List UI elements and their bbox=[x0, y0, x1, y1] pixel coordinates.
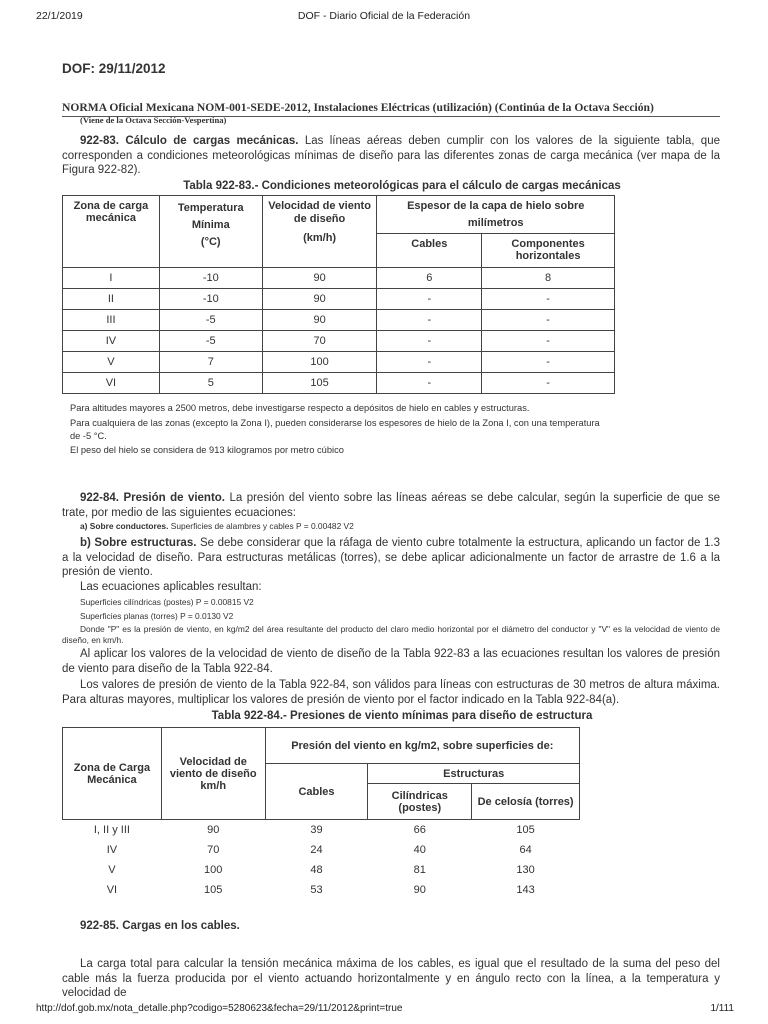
table-row: III -5 90 - - bbox=[63, 310, 615, 331]
section-85-heading: 922-85. Cargas en los cables. bbox=[80, 920, 240, 932]
table-83-note-1: Para altitudes mayores a 2500 metros, debe investigarse respecto a depósitos de hielo en cables y estructuras. bbox=[70, 403, 530, 413]
equation-flat: Superficies planas (torres) P = 0.0130 V2 bbox=[80, 611, 234, 621]
section-84-body: La presión del viento sobre las líneas aéreas se debe calcular, según la superficie de que se trate, por medio de las siguientes ecuaciones: bbox=[62, 492, 720, 519]
th-componentes: Componentes horizontales bbox=[482, 234, 615, 268]
print-title: DOF - Diario Oficial de la Federación bbox=[297, 10, 471, 22]
dof-date: DOF: 29/11/2012 bbox=[62, 61, 166, 76]
height-validity-paragraph: Los valores de presión de viento de la Tabla 922-84, son válidos para líneas con estructuras de 30 metros de altura máxima. Para alturas mayores, multiplicar los valores de presión de viento por el factor indicado en la Tabla 922-84(a). bbox=[62, 679, 720, 706]
table-row: V 7 100 - - bbox=[63, 352, 615, 373]
table-row: II -10 90 - - bbox=[63, 289, 615, 310]
th-temperatura: Temperatura Mínima (°C) bbox=[159, 196, 262, 268]
section-83-heading: 922-83. Cálculo de cargas mecánicas. bbox=[80, 135, 299, 147]
th-zona-carga: Zona de Carga Mecánica bbox=[63, 728, 162, 820]
th-cables: Cables bbox=[377, 234, 482, 268]
table-row: IV -5 70 - - bbox=[63, 331, 615, 352]
print-url: http://dof.gob.mx/nota_detalle.php?codigo=5280623&fecha=29/11/2012&print=true bbox=[36, 1003, 403, 1014]
section-84-paragraph bbox=[62, 491, 720, 520]
print-page-number: 1/111 bbox=[710, 1003, 734, 1014]
structures-paragraph: b) Sobre estructuras. Se debe considerar que la ráfaga de viento cubre totalmente la estructura, aplicando un factor de 1.3 a la velocidad de diseño. Para estructuras metálicas (torres), se debe aplicar adicionalmente un factor de arrastre de 1.6 a la presión de viento. bbox=[62, 537, 720, 578]
th-celosia: De celosía (torres) bbox=[472, 784, 580, 820]
th-velocidad: Velocidad de viento de diseño (km/h) bbox=[262, 196, 377, 268]
section-84-heading: 922-84. Presión de viento. bbox=[80, 492, 226, 504]
section-85-paragraph: La carga total para calcular la tensión mecánica máxima de los cables, es igual que el resultado de la suma del peso del cable más la fuerza producida por el viento actuando horizontalmente y en ángulo recto con la línea, a la temperatura y velocidad de bbox=[62, 958, 720, 999]
th-cilindricas: Cilíndricas (postes) bbox=[368, 784, 472, 820]
table-row: VI 105 53 90 143 bbox=[106, 883, 535, 896]
table-84 bbox=[62, 727, 580, 900]
table-row: I, II y III 90 39 66 105 bbox=[93, 823, 535, 836]
table-84-caption: Tabla 922-84.- Presiones de viento mínimas para diseño de estructura bbox=[211, 710, 593, 722]
table-83-application: Al aplicar los valores de la velocidad de viento de diseño de la Tabla 922-83 a las ecuaciones resultan los valores de presión de viento para diseño de la Tabla 922-84. bbox=[62, 648, 720, 675]
conductors-equation: a) Sobre conductores. Superficies de alambres y cables P = 0.00482 V2 bbox=[80, 521, 354, 531]
table-83 bbox=[62, 195, 615, 394]
table-row: I -10 90 6 8 bbox=[63, 268, 615, 289]
section-83-body: Las líneas aéreas deben cumplir con los valores de la siguiente tabla, que corresponden a condiciones meteorológicas mínimas de diseño para las diferentes zonas de carga mecánica (ver mapa de la Figura 922-82). bbox=[62, 135, 720, 176]
equation-cylindrical: Superficies cilíndricas (postes) P = 0.00815 V2 bbox=[80, 597, 254, 607]
equation-definitions: Donde "P" es la presión de viento, en kg/m2 del área resultante del producto del claro medio horizontal por el diámetro del conductor y "V" es la velocidad de viento de diseño, en km/h. bbox=[62, 624, 720, 645]
equations-intro: Las ecuaciones aplicables resultan: bbox=[80, 581, 262, 593]
table-row: VI 5 105 - - bbox=[63, 373, 615, 394]
table-row: IV 70 24 40 64 bbox=[106, 843, 532, 856]
table-83-note-3: El peso del hielo se considera de 913 kilogramos por metro cúbico bbox=[70, 445, 344, 455]
table-83-note-2: Para cualquiera de las zonas (excepto la Zona I), pueden considerarse los espesores de hielo de la Zona I, con una temperatura de -5 °C. bbox=[70, 418, 600, 441]
th-estructuras: Estructuras bbox=[368, 764, 580, 784]
table-83-caption: Tabla 922-83.- Condiciones meteorológicas para el cálculo de cargas mecánicas bbox=[183, 180, 621, 192]
th-presion-viento: Presión del viento en kg/m2, sobre superficies de: bbox=[265, 728, 579, 764]
norma-title: NORMA Oficial Mexicana NOM-001-SEDE-2012, Instalaciones Eléctricas (utilización) (Continúa de la Octava Sección) bbox=[62, 101, 654, 114]
th-velocidad-diseno: Velocidad de viento de diseño km/h bbox=[161, 728, 265, 820]
section-83-paragraph bbox=[62, 134, 720, 178]
viene-note: (Viene de la Octava Sección-Vespertina) bbox=[80, 115, 227, 125]
th-zona: Zona de carga mecánica bbox=[63, 196, 160, 268]
th-cables: Cables bbox=[265, 764, 368, 820]
table-row: V 100 48 81 130 bbox=[108, 863, 535, 876]
print-date: 22/1/2019 bbox=[36, 10, 83, 22]
th-espesor-hielo: Espesor de la capa de hielo sobre milímetros bbox=[377, 196, 615, 234]
structures-heading: b) Sobre estructuras. bbox=[80, 537, 197, 549]
